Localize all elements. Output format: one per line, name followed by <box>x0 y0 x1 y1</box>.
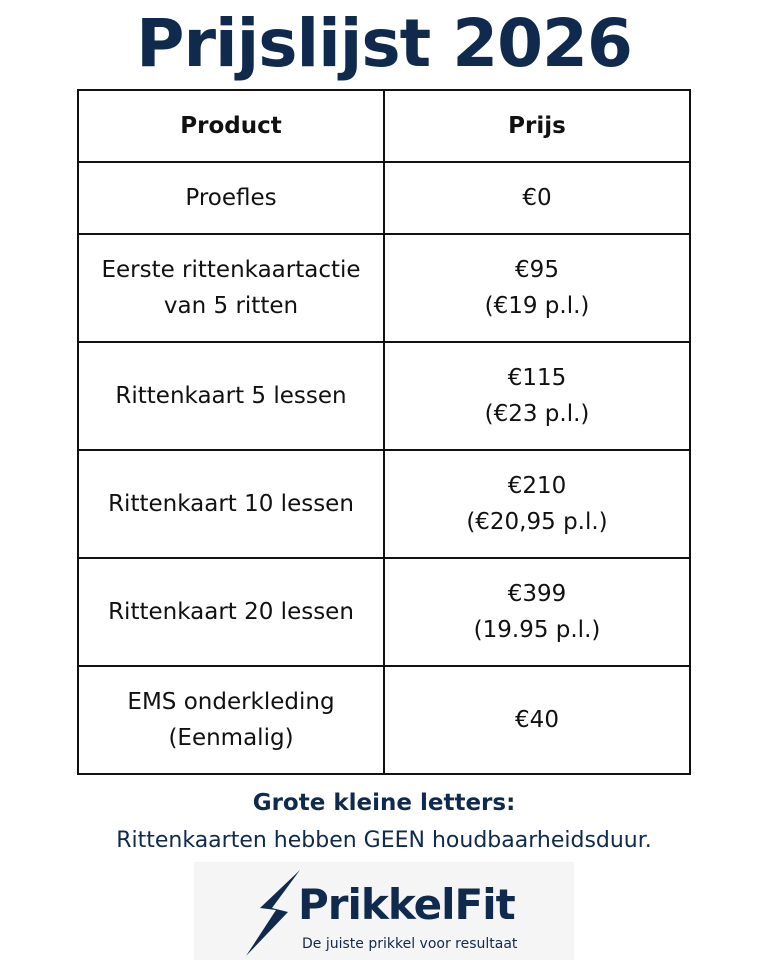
product-cell <box>78 162 384 234</box>
product-cell <box>78 342 384 450</box>
price-cell <box>384 234 690 342</box>
lightning-bolt-icon <box>242 868 302 958</box>
product-cell <box>78 234 384 342</box>
price-cell <box>384 666 690 774</box>
price-cell <box>384 558 690 666</box>
page-title: Prijslijst 2026 <box>136 5 632 82</box>
price-value: €0 <box>522 185 552 211</box>
brand-tagline: De juiste prikkel voor resultaat <box>302 936 518 952</box>
price-cell <box>384 342 690 450</box>
table-header-row <box>78 90 690 162</box>
price-table <box>77 89 691 775</box>
price-value: €399 <box>507 581 567 607</box>
price-cell <box>384 450 690 558</box>
price-cell <box>384 162 690 234</box>
product-name: Proefles <box>185 185 277 211</box>
prikkelfit-logo <box>194 862 574 960</box>
price-per-lesson: (€20,95 p.l.) <box>466 509 608 535</box>
table-row <box>78 558 690 666</box>
product-cell <box>78 558 384 666</box>
product-name: Rittenkaart 20 lessen <box>108 599 354 625</box>
price-value: €115 <box>507 365 567 391</box>
product-cell <box>78 450 384 558</box>
note-title: Grote kleine letters: <box>252 790 516 816</box>
price-value: €210 <box>507 473 567 499</box>
table-row <box>78 234 690 342</box>
product-name: Rittenkaart 10 lessen <box>108 491 354 517</box>
brand-name: PrikkelFit <box>298 880 515 929</box>
price-per-lesson: (€19 p.l.) <box>484 293 590 319</box>
price-value: €40 <box>515 707 559 733</box>
price-per-lesson: (€23 p.l.) <box>484 401 590 427</box>
table-row <box>78 666 690 774</box>
table-row <box>78 342 690 450</box>
product-name: EMS onderkleding <box>127 689 335 715</box>
note-text: Rittenkaarten hebben GEEN houdbaarheidsduur. <box>116 828 652 853</box>
product-detail: van 5 ritten <box>163 293 299 319</box>
product-detail: (Eenmalig) <box>168 725 294 751</box>
header-product: Product <box>78 90 384 162</box>
header-price: Prijs <box>384 90 690 162</box>
price-per-lesson: (19.95 p.l.) <box>473 617 601 643</box>
product-name: Rittenkaart 5 lessen <box>115 383 347 409</box>
price-value: €95 <box>515 257 559 283</box>
table-row <box>78 162 690 234</box>
product-cell <box>78 666 384 774</box>
table-row <box>78 450 690 558</box>
product-name: Eerste rittenkaartactie <box>101 257 361 283</box>
